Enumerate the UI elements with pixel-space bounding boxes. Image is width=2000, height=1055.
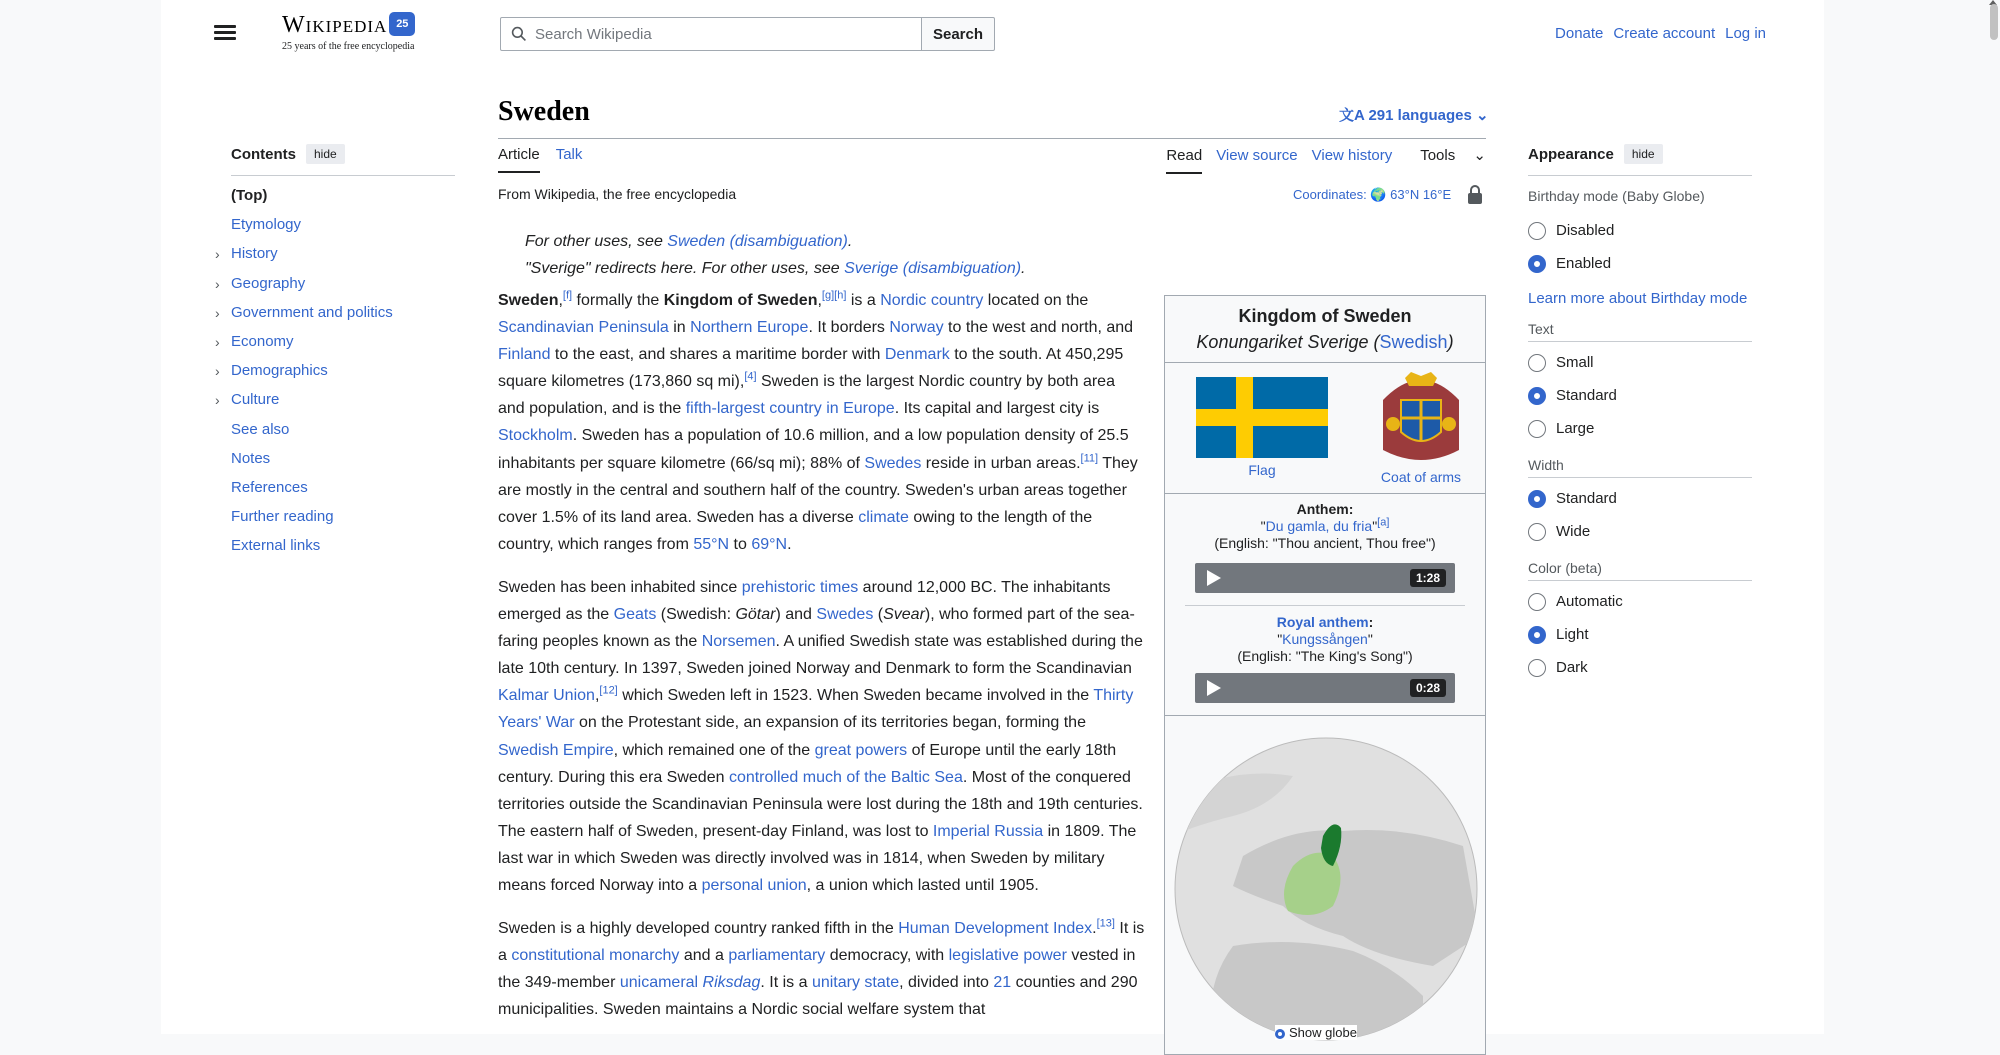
page-title: Sweden bbox=[498, 96, 590, 127]
toc-item[interactable] bbox=[231, 536, 455, 565]
tools-label: Tools bbox=[1420, 147, 1456, 164]
color-label: Color (beta) bbox=[1528, 560, 1602, 576]
link[interactable]: Norway bbox=[889, 319, 944, 337]
text-size-option[interactable] bbox=[1528, 379, 1752, 412]
search-icon bbox=[511, 26, 527, 42]
appearance-hide-button[interactable]: hide bbox=[1624, 144, 1663, 164]
table-of-contents bbox=[215, 143, 455, 565]
text-size-option[interactable] bbox=[1528, 346, 1752, 379]
radio-label: Automatic bbox=[1556, 593, 1623, 610]
royal-anthem-link[interactable]: Royal anthem bbox=[1276, 614, 1369, 630]
infobox-title: Kingdom of Sweden bbox=[1238, 306, 1412, 326]
width-option[interactable] bbox=[1528, 482, 1752, 515]
link[interactable]: Swedes bbox=[816, 606, 874, 624]
link[interactable]: Northern Europe bbox=[690, 319, 809, 337]
divider bbox=[1185, 605, 1465, 606]
toc-item-label: Culture bbox=[231, 391, 280, 409]
width-options bbox=[1528, 482, 1752, 548]
tab-read[interactable]: Read bbox=[1166, 147, 1202, 174]
paragraph: Sweden,[f] formally the Kingdom of Sweden,[g][h] is a Nordic country located on the Scandinavian Peninsula in Northern Europe. It borders Norway to the west and north, and Finland to the east, and shares a maritime border with Denmark to the south. At 450,295 square kilometres (173,860 sq mi),[4] Sweden is the largest Nordic country by both area and population, and is the fifth-largest country in Europe. Its capital and largest city is Stockholm. Sweden has a population of 10.6 million, and a low population density of 25.5 inhabitants per square kilometre (66/sq mi); 88% of Swedes reside in urban areas.[11] They are mostly in the central and southern half of the country. Sweden's urban areas together cover 1.5% of its land area. Sweden has a diverse climate owing to the length of the country, which ranges from 55°N to 69°N. bbox=[498, 289, 1138, 553]
toc-item[interactable] bbox=[215, 274, 455, 303]
tab-view-history[interactable]: View history bbox=[1311, 147, 1393, 164]
main-menu-button[interactable] bbox=[214, 22, 236, 44]
tools-menu[interactable] bbox=[1406, 146, 1486, 180]
sverige-disambiguation-link[interactable]: Sverige (disambiguation) bbox=[844, 260, 1022, 277]
radio-icon[interactable] bbox=[1528, 659, 1546, 677]
text-size-options bbox=[1528, 346, 1752, 445]
toc-item[interactable] bbox=[231, 186, 455, 215]
search-input[interactable] bbox=[535, 19, 915, 49]
width-label: Width bbox=[1528, 457, 1564, 473]
tagline: 25 years of the free encyclopedia bbox=[282, 41, 415, 52]
lock-icon[interactable] bbox=[1467, 185, 1483, 205]
toc-item-label: Government and politics bbox=[231, 303, 393, 321]
toc-item[interactable] bbox=[231, 478, 455, 507]
scrollbar-thumb[interactable] bbox=[1990, 4, 1998, 40]
article-body bbox=[498, 287, 1146, 1039]
toc-item-label: External links bbox=[231, 537, 321, 555]
link[interactable]: 21 bbox=[993, 974, 1012, 992]
coordinates-label[interactable]: Coordinates: bbox=[1293, 187, 1367, 202]
puzzle-globe-icon: 25 bbox=[389, 12, 415, 36]
radio-label: Light bbox=[1556, 626, 1589, 643]
link[interactable]: legislative power bbox=[948, 947, 1067, 965]
link[interactable]: parliamentary bbox=[728, 947, 826, 965]
toc-item-label: (Top) bbox=[231, 187, 268, 204]
toc-item[interactable] bbox=[215, 303, 455, 332]
chevron-right-icon[interactable]: › bbox=[215, 363, 220, 380]
disambiguation-link[interactable]: Sweden (disambiguation) bbox=[667, 233, 848, 250]
paragraph: Sweden has been inhabited since prehistoric times around 12,000 BC. The inhabitants emerged as the Geats (Swedish: Götar) and Swedes (Svear), who formed part of the sea-faring peoples known as the Norsemen. A unified Swedish state was established during the late 10th century. In 1397, Sweden joined Norway and Denmark to form the Scandinavian Kalmar Union,[12] which Sweden left in 1523. When Sweden became involved in the Thirty Years' War on the Protestant side, an expansion of its territories began, forming the Swedish Empire, which remained one of the great powers of Europe until the early 18th century. During this era Sweden controlled much of the Baltic Sea. Most of the conquered territories outside the Scandinavian Peninsula were lost during the 18th and 19th centuries. The eastern half of Sweden, present-day Finland, was lost to Imperial Russia in 1809. The last war in which Sweden was directly involved was in 1814, when Sweden by military means forced Norway into a personal union, a union which lasted until 1905. bbox=[498, 578, 1143, 894]
toc-item-label: Notes bbox=[231, 449, 271, 467]
link[interactable]: Norsemen bbox=[701, 633, 776, 651]
radio-label: Standard bbox=[1556, 490, 1617, 507]
play-icon[interactable] bbox=[1207, 570, 1221, 586]
birthday-mode-label: Birthday mode (Baby Globe) bbox=[1528, 188, 1705, 204]
chevron-down-icon: ⌄ bbox=[1473, 147, 1486, 164]
divider bbox=[498, 138, 1486, 139]
birthday-mode-option[interactable] bbox=[1528, 214, 1752, 247]
toc-item-label: Further reading bbox=[231, 508, 334, 526]
toc-item[interactable] bbox=[231, 507, 455, 536]
chevron-right-icon[interactable]: › bbox=[215, 304, 220, 321]
toc-item-label: History bbox=[231, 245, 278, 263]
user-links bbox=[1545, 25, 1766, 42]
toc-item-label: Demographics bbox=[231, 362, 328, 380]
divider bbox=[1165, 493, 1485, 494]
radio-icon[interactable] bbox=[1528, 523, 1546, 541]
radio-label: Standard bbox=[1556, 387, 1617, 404]
color-option[interactable] bbox=[1528, 585, 1752, 618]
text-size-option[interactable] bbox=[1528, 412, 1752, 445]
anthem-block: Anthem: "Du gamla, du fria"[a] (English: "Thou ancient, Thou free") bbox=[1165, 501, 1485, 552]
coordinates-value[interactable]: 63°N 16°E bbox=[1390, 187, 1452, 202]
wikipedia-logo[interactable] bbox=[282, 12, 432, 52]
appearance-title: Appearance bbox=[1528, 145, 1614, 163]
link[interactable]: 69°N bbox=[751, 535, 788, 553]
link[interactable]: Scandinavian Peninsula bbox=[498, 319, 669, 337]
toc-hide-button[interactable]: hide bbox=[306, 144, 345, 164]
anthem-label: Anthem: bbox=[1296, 501, 1354, 517]
wordmark: Wikipedia bbox=[282, 12, 388, 38]
radio-label: Disabled bbox=[1556, 222, 1615, 239]
link[interactable]: Nordic country bbox=[880, 292, 984, 309]
toc-item-label: Etymology bbox=[231, 216, 302, 234]
flag-link[interactable]: Flag bbox=[1248, 462, 1276, 478]
coat-of-arms-image[interactable] bbox=[1375, 370, 1467, 464]
toc-item[interactable] bbox=[215, 390, 455, 419]
audio-duration: 0:28 bbox=[1410, 679, 1446, 697]
chevron-down-icon: ⌄ bbox=[1476, 107, 1489, 124]
link[interactable]: prehistoric times bbox=[741, 578, 859, 596]
radio-icon[interactable] bbox=[1528, 255, 1546, 273]
swedish-language-link[interactable]: Swedish bbox=[1379, 332, 1448, 352]
link[interactable]: 55°N bbox=[693, 535, 730, 553]
tab-talk[interactable]: Talk bbox=[555, 146, 583, 163]
radio-label: Small bbox=[1556, 354, 1594, 371]
link[interactable]: fifth-largest country in Europe bbox=[685, 400, 895, 418]
native-name: Konungariket Sverige (Swedish) bbox=[1165, 328, 1485, 363]
royal-anthem-audio-player[interactable] bbox=[1195, 673, 1455, 703]
link[interactable]: great powers bbox=[814, 741, 908, 759]
radio-label: Wide bbox=[1556, 523, 1591, 540]
link[interactable]: controlled much of the Baltic Sea bbox=[728, 768, 963, 786]
view-tabs bbox=[1152, 146, 1486, 180]
radio-icon[interactable] bbox=[1528, 222, 1546, 240]
toc-item[interactable] bbox=[215, 361, 455, 390]
play-icon[interactable] bbox=[1207, 680, 1221, 696]
royal-anthem-english: (English: "The King's Song") bbox=[1237, 648, 1413, 664]
coordinates bbox=[1293, 187, 1451, 203]
learn-more-birthday-link[interactable]: Learn more about Birthday mode bbox=[1528, 290, 1748, 307]
toc-item[interactable] bbox=[231, 215, 455, 244]
toc-item-label: Economy bbox=[231, 332, 294, 350]
search-button[interactable]: Search bbox=[921, 17, 995, 51]
radio-icon[interactable] bbox=[1528, 593, 1546, 611]
toc-item-label: References bbox=[231, 478, 308, 496]
anthem-note[interactable]: [a] bbox=[1377, 516, 1390, 529]
flag-image[interactable] bbox=[1196, 377, 1328, 458]
kungssangen-link[interactable]: Kungssången bbox=[1282, 631, 1368, 647]
namespace-tabs bbox=[498, 146, 598, 173]
birthday-mode-options bbox=[1528, 214, 1752, 280]
link[interactable]: unicameral Riksdag bbox=[619, 974, 761, 992]
globe-location-map[interactable] bbox=[1173, 736, 1479, 1042]
tab-view-source[interactable]: View source bbox=[1216, 147, 1298, 164]
radio-label: Large bbox=[1556, 420, 1595, 437]
toc-item-label: See also bbox=[231, 420, 290, 438]
toc-item[interactable] bbox=[215, 332, 455, 361]
site-subtitle: From Wikipedia, the free encyclopedia bbox=[498, 186, 737, 202]
toc-item-label: Geography bbox=[231, 274, 306, 292]
radio-icon[interactable] bbox=[1528, 354, 1546, 372]
link[interactable]: personal union bbox=[701, 876, 807, 894]
link[interactable]: Denmark bbox=[884, 346, 950, 364]
link[interactable]: Stockholm bbox=[498, 427, 573, 445]
chevron-right-icon[interactable]: › bbox=[215, 275, 220, 292]
link[interactable]: Finland bbox=[498, 346, 551, 364]
link[interactable]: climate bbox=[858, 508, 909, 526]
royal-anthem-block: Royal anthem: "Kungssången" (English: "The King's Song") bbox=[1165, 614, 1485, 665]
radio-label: Enabled bbox=[1556, 255, 1612, 272]
color-options bbox=[1528, 585, 1752, 684]
paragraph: Sweden is a highly developed country ranked fifth in the Human Development Index.[13] It is a constitutional monarchy and a parliamentary democracy, with legislative power vested in the 349-member unicameral Riksdag. It is a unitary state, divided into 21 counties and 290 municipalities. Sweden maintains a Nordic social welfare system that bbox=[498, 917, 1145, 1019]
create-account-link[interactable]: Create account bbox=[1613, 25, 1716, 42]
show-globe-toggle[interactable]: Show globe bbox=[1275, 1025, 1357, 1040]
radio-icon[interactable] bbox=[1528, 387, 1546, 405]
toc-list bbox=[215, 186, 455, 565]
link[interactable]: Swedes bbox=[864, 454, 922, 472]
language-button[interactable] bbox=[1339, 104, 1489, 125]
search-box bbox=[500, 17, 922, 51]
radio-icon[interactable] bbox=[1528, 490, 1546, 508]
link[interactable]: Imperial Russia bbox=[932, 822, 1044, 840]
anthem-english: (English: "Thou ancient, Thou free") bbox=[1214, 535, 1436, 551]
color-option[interactable] bbox=[1528, 651, 1752, 684]
log-in-link[interactable]: Log in bbox=[1725, 25, 1766, 42]
chevron-right-icon[interactable]: › bbox=[215, 333, 220, 350]
link[interactable]: Swedish Empire bbox=[498, 741, 614, 759]
language-count: 291 languages bbox=[1368, 107, 1472, 124]
link[interactable]: Thirty Years' War bbox=[498, 687, 1134, 732]
radio-label: Dark bbox=[1556, 659, 1588, 676]
donate-link[interactable]: Donate bbox=[1555, 25, 1604, 42]
radio-icon[interactable] bbox=[1528, 626, 1546, 644]
width-option[interactable] bbox=[1528, 515, 1752, 548]
anthem-link[interactable]: Du gamla, du fria bbox=[1265, 518, 1373, 534]
link[interactable]: Human Development Index bbox=[898, 920, 1093, 938]
audio-duration: 1:28 bbox=[1410, 569, 1446, 587]
text-size-label: Text bbox=[1528, 321, 1554, 337]
link[interactable]: Kalmar Union bbox=[498, 687, 595, 705]
toc-item[interactable] bbox=[231, 449, 455, 478]
anthem-audio-player[interactable] bbox=[1195, 563, 1455, 593]
toc-item[interactable] bbox=[215, 244, 455, 273]
link[interactable]: Geats bbox=[613, 606, 657, 624]
color-option[interactable] bbox=[1528, 618, 1752, 651]
toc-item[interactable] bbox=[231, 420, 455, 449]
chevron-right-icon[interactable]: › bbox=[215, 246, 220, 263]
hatnote: For other uses, see Sweden (disambiguation). "Sverige" redirects here. For other uses, see Sverige (disambiguation). bbox=[525, 233, 1026, 277]
link[interactable]: unitary state bbox=[811, 974, 900, 992]
coat-of-arms-link[interactable]: Coat of arms bbox=[1380, 469, 1462, 485]
translate-icon: 文A bbox=[1339, 107, 1365, 124]
tab-article[interactable]: Article bbox=[498, 146, 540, 173]
appearance-panel bbox=[1528, 143, 1752, 684]
link[interactable]: constitutional monarchy bbox=[511, 947, 680, 965]
infobox bbox=[1164, 295, 1486, 1055]
globe-icon: 🌍 bbox=[1370, 187, 1387, 202]
radio-icon[interactable] bbox=[1528, 420, 1546, 438]
chevron-right-icon[interactable]: › bbox=[215, 392, 220, 409]
toc-title: Contents bbox=[231, 145, 296, 163]
divider bbox=[1165, 715, 1485, 716]
birthday-mode-option[interactable] bbox=[1528, 247, 1752, 280]
